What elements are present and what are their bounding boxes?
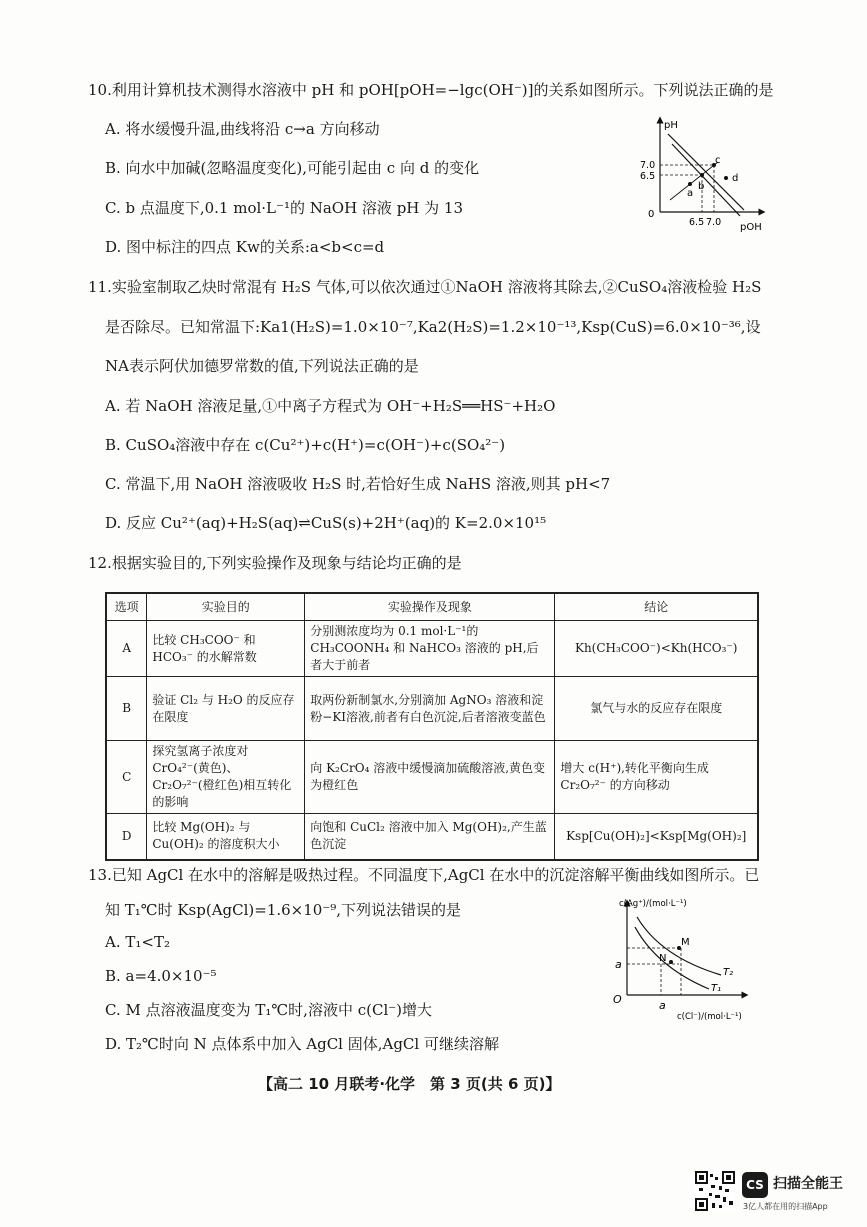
q13-origin: O [613, 993, 622, 1006]
q13-curve-label-t2: T₂ [723, 967, 734, 978]
q11-option-c: C. 常温下,用 NaOH 溶液吸收 H₂S 时,若恰好生成 NaHS 溶液,则其 pH<7 [105, 475, 611, 493]
row-d-conclusion: Ksp[Cu(OH)₂]<Ksp[Mg(OH)₂] [555, 814, 758, 860]
table-row [106, 741, 758, 814]
q10-option-c: C. b 点温度下,0.1 mol·L⁻¹的 NaOH 溶液 pH 为 13 [105, 199, 464, 217]
q10-ytick-70: 7.0 [640, 160, 656, 171]
scanner-brand-name: 扫描全能王 [773, 1176, 843, 1192]
q13-x-axis-label: c(Cl⁻)/(mol·L⁻¹) [677, 1012, 742, 1022]
row-b-option: B [106, 677, 147, 741]
q10-point-b: b [698, 181, 705, 192]
q11-option-a: A. 若 NaOH 溶液足量,①中离子方程式为 OH⁻+H₂S══HS⁻+H₂O [105, 397, 556, 415]
row-b-purpose: 验证 Cl₂ 与 H₂O 的反应存在限度 [147, 677, 305, 741]
q10-ytick-65: 6.5 [640, 171, 656, 182]
q13-curve-t1 [635, 927, 709, 989]
q10-y-axis-label: pH [664, 120, 678, 131]
header-purpose: 实验目的 [147, 593, 305, 621]
q10-option-d: D. 图中标注的四点 Kw的关系:a<b<c=d [105, 238, 385, 256]
row-b-conclusion: 氯气与水的反应存在限度 [555, 677, 758, 741]
row-a-option: A [106, 621, 147, 677]
row-c-operation: 向 K₂CrO₄ 溶液中缓慢滴加硫酸溶液,黄色变为橙红色 [305, 741, 555, 814]
q11-stem-line-3: NA表示阿伏加德罗常数的值,下列说法正确的是 [105, 357, 419, 375]
q10-xtick-70: 7.0 [706, 217, 722, 228]
row-b-operation: 取两份新制氯水,分别滴加 AgNO₃ 溶液和淀粉−KI溶液,前者有白色沉淀,后者溶液变蓝色 [305, 677, 555, 741]
row-d-operation: 向饱和 CuCl₂ 溶液中加入 Mg(OH)₂,产生蓝色沉淀 [305, 814, 555, 860]
header-conclusion: 结论 [555, 593, 758, 621]
row-c-purpose: 探究氢离子浓度对 CrO₄²⁻(黄色)、Cr₂O₇²⁻(橙红色)相互转化的影响 [147, 741, 305, 814]
q13-y-axis-label: c(Ag⁺)/(mol·L⁻¹) [619, 899, 687, 909]
q10-stem: 10.利用计算机技术测得水溶液中 pH 和 pOH[pOH=−lgc(OH⁻)]的关系如图所示。下列说法正确的是 [88, 81, 774, 99]
row-c-conclusion: 增大 c(H⁺),转化平衡向生成 Cr₂O₇²⁻ 的方向移动 [555, 741, 758, 814]
q13-option-b: B. a=4.0×10⁻⁵ [105, 967, 217, 985]
table-header-row [106, 593, 758, 621]
q13-agcl-graph [605, 895, 765, 1025]
q11-stem-line-1: 11.实验室制取乙炔时常混有 H₂S 气体,可以依次通过①NaOH 溶液将其除去,②CuSO₄溶液检验 H₂S [88, 278, 762, 296]
header-option: 选项 [106, 593, 147, 621]
q10-option-a: A. 将水缓慢升温,曲线将沿 c→a 方向移动 [105, 120, 380, 138]
row-d-option: D [106, 814, 147, 860]
q10-point-a: a [687, 188, 694, 199]
q12-experiment-table [105, 592, 759, 861]
q13-xtick-a: a [659, 999, 666, 1012]
table-row [106, 677, 758, 741]
q10-option-b: B. 向水中加碱(忽略温度变化),可能引起由 c 向 d 的变化 [105, 159, 480, 177]
q10-xtick-65: 6.5 [689, 217, 705, 228]
q11-option-d: D. 反应 Cu²⁺(aq)+H₂S(aq)⇌CuS(s)+2H⁺(aq)的 K=2.0×10¹⁵ [105, 514, 547, 532]
q10-origin: 0 [648, 209, 655, 220]
q10-line-lower [672, 144, 740, 216]
q11-option-b: B. CuSO₄溶液中存在 c(Cu²⁺)+c(H⁺)=c(OH⁻)+c(SO₄²⁻) [105, 436, 506, 454]
scanner-brand-tagline: 3亿人都在用的扫描App [743, 1202, 828, 1211]
q13-ytick-a: a [615, 958, 622, 971]
row-a-purpose: 比较 CH₃COO⁻ 和 HCO₃⁻ 的水解常数 [147, 621, 305, 677]
q12-stem: 12.根据实验目的,下列实验操作及现象与结论均正确的是 [88, 554, 462, 572]
q13-point-m: M [681, 937, 690, 948]
q10-x-axis-label: pOH [740, 222, 762, 233]
q13-option-d: D. T₂℃时向 N 点体系中加入 AgCl 固体,AgCl 可继续溶解 [105, 1035, 499, 1053]
q11-stem-line-2: 是否除尽。已知常温下:Ka1(H₂S)=1.0×10⁻⁷,Ka2(H₂S)=1.2×10⁻¹³,Ksp(CuS)=6.0×10⁻³⁶,设 [105, 318, 761, 336]
q13-option-a: A. T₁<T₂ [105, 933, 170, 951]
q10-point-d: d [732, 173, 739, 184]
table-row [106, 621, 758, 677]
table-row [106, 814, 758, 860]
q10-ph-poh-graph [640, 112, 770, 237]
row-a-conclusion: Kh(CH₃COO⁻)<Kh(HCO₃⁻) [555, 621, 758, 677]
header-operation: 实验操作及现象 [305, 593, 555, 621]
q13-stem-line-1: 13.已知 AgCl 在水中的溶解是吸热过程。不同温度下,AgCl 在水中的沉淀溶解平衡曲线如图所示。已 [88, 866, 760, 884]
q13-curve-label-t1: T₁ [711, 983, 722, 994]
qr-code-icon [695, 1171, 735, 1211]
page-footer: 【高二 10 月联考·化学 第 3 页(共 6 页)】 [258, 1075, 561, 1093]
camscanner-logo-icon: CS [742, 1172, 768, 1198]
row-a-operation: 分别测浓度均为 0.1 mol·L⁻¹的 CH₃COONH₄ 和 NaHCO₃ 溶液的 pH,后者大于前者 [305, 621, 555, 677]
q13-point-n: N [659, 953, 667, 964]
row-d-purpose: 比较 Mg(OH)₂ 与 Cu(OH)₂ 的溶度积大小 [147, 814, 305, 860]
row-c-option: C [106, 741, 147, 814]
q10-point-c: c [715, 155, 721, 166]
q13-option-c: C. M 点溶液温度变为 T₁℃时,溶液中 c(Cl⁻)增大 [105, 1001, 433, 1019]
q13-stem-line-2: 知 T₁℃时 Ksp(AgCl)=1.6×10⁻⁹,下列说法错误的是 [105, 901, 462, 919]
